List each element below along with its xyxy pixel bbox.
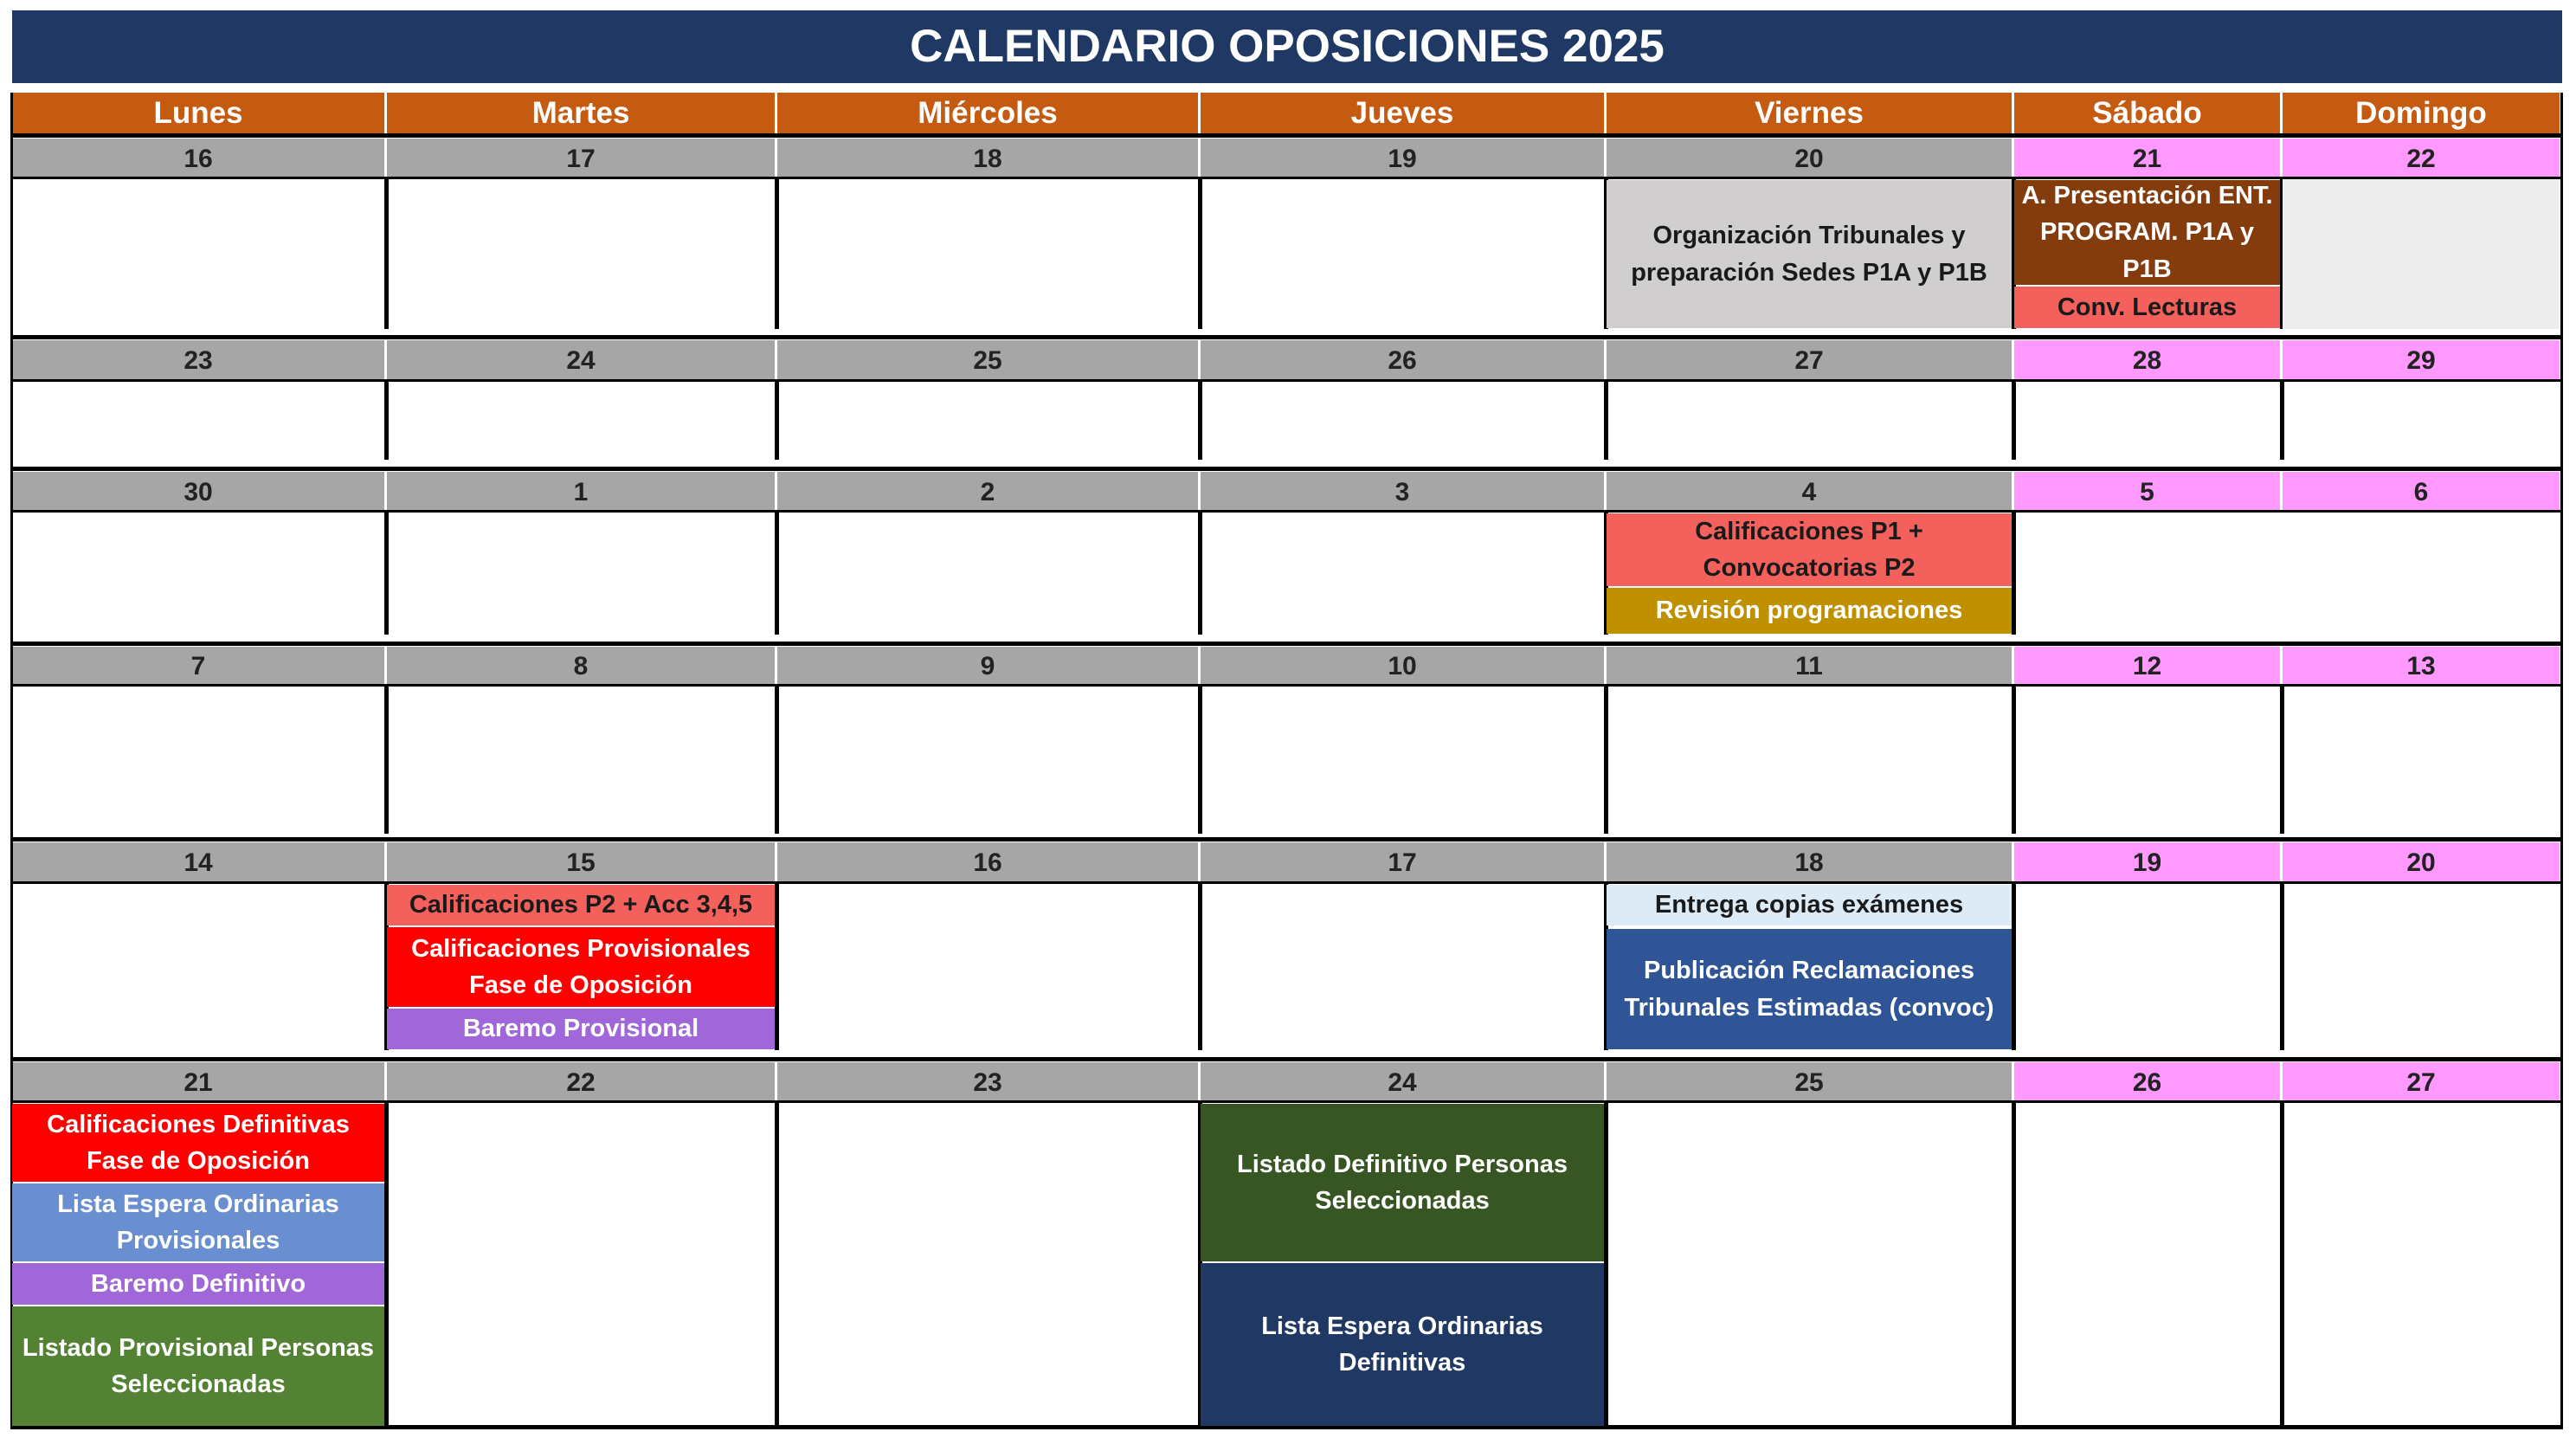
date-cell: 3 <box>1201 472 1604 513</box>
event-0: Organización Tribunales y preparación Sedes P1A y P1B <box>1607 180 2012 328</box>
date-cell: 11 <box>1607 647 2012 687</box>
day-name-6: Domingo <box>2283 93 2560 134</box>
empty-day-shade <box>2283 179 2560 329</box>
calendar-title: CALENDARIO OPOSICIONES 2025 <box>12 10 2562 83</box>
week-header-bottom <box>12 379 2562 382</box>
event-4: Revisión programaciones <box>1607 588 2012 634</box>
day-divider <box>775 884 779 1050</box>
date-cell: 7 <box>12 647 384 687</box>
event-9: Publicación Reclamaciones Tribunales Estimadas (convoc) <box>1607 929 2012 1049</box>
day-divider <box>384 179 389 329</box>
day-name-5: Sábado <box>2014 93 2280 134</box>
date-cell: 30 <box>12 472 384 513</box>
date-cell: 6 <box>2283 472 2560 513</box>
day-divider <box>1604 1103 1608 1427</box>
day-divider <box>2280 884 2284 1050</box>
calendar-right-border <box>2560 93 2563 1429</box>
week-separator <box>12 642 2562 646</box>
event-12: Baremo Definitivo <box>12 1263 384 1305</box>
date-cell: 16 <box>12 139 384 179</box>
event-7: Baremo Provisional <box>387 1009 775 1049</box>
date-cell: 24 <box>1201 1062 1604 1103</box>
date-cell: 22 <box>2283 139 2560 179</box>
day-name-2: Miércoles <box>777 93 1198 134</box>
day-divider <box>384 1103 389 1427</box>
event-10: Calificaciones Definitivas Fase de Oposición <box>12 1104 384 1182</box>
date-cell: 29 <box>2283 340 2560 382</box>
date-cell: 14 <box>12 842 384 884</box>
event-13: Listado Provisional Personas Seleccionadas <box>12 1306 384 1426</box>
day-divider <box>1198 513 1202 635</box>
day-name-3: Jueves <box>1201 93 1604 134</box>
day-divider <box>775 179 779 329</box>
day-divider <box>384 382 389 460</box>
date-cell: 15 <box>387 842 775 884</box>
date-cell: 18 <box>777 139 1198 179</box>
date-cell: 23 <box>777 1062 1198 1103</box>
day-divider <box>2280 382 2284 460</box>
date-cell: 5 <box>2014 472 2280 513</box>
week-header-bottom <box>12 684 2562 687</box>
event-8: Entrega copias exámenes <box>1607 885 2012 925</box>
day-divider <box>2012 1103 2016 1427</box>
date-cell: 12 <box>2014 647 2280 687</box>
date-cell: 10 <box>1201 647 1604 687</box>
week-separator <box>12 1057 2562 1061</box>
event-14: Listado Definitivo Personas Seleccionadas <box>1201 1104 1604 1261</box>
date-cell: 21 <box>2014 139 2280 179</box>
day-divider <box>1198 382 1202 460</box>
date-cell: 9 <box>777 647 1198 687</box>
date-cell: 22 <box>387 1062 775 1103</box>
date-cell: 25 <box>1607 1062 2012 1103</box>
day-divider <box>384 513 389 635</box>
day-name-4: Viernes <box>1607 93 2012 134</box>
day-divider <box>775 687 779 834</box>
date-cell: 21 <box>12 1062 384 1103</box>
date-cell: 28 <box>2014 340 2280 382</box>
event-1: A. Presentación ENT. PROGRAM. P1A y P1B <box>2014 180 2280 285</box>
date-cell: 20 <box>2283 842 2560 884</box>
date-cell: 19 <box>2014 842 2280 884</box>
day-divider <box>1604 687 1608 834</box>
week-separator <box>12 467 2562 471</box>
date-cell: 27 <box>1607 340 2012 382</box>
date-cell: 4 <box>1607 472 2012 513</box>
day-divider <box>775 382 779 460</box>
event-2: Conv. Lecturas <box>2014 287 2280 328</box>
event-11: Lista Espera Ordinarias Provisionales <box>12 1183 384 1261</box>
week-separator <box>12 335 2562 339</box>
day-name-0: Lunes <box>12 93 384 134</box>
date-cell: 8 <box>387 647 775 687</box>
date-cell: 25 <box>777 340 1198 382</box>
week-header-bottom <box>12 1100 2562 1103</box>
date-cell: 13 <box>2283 647 2560 687</box>
day-divider <box>775 513 779 635</box>
date-cell: 1 <box>387 472 775 513</box>
date-cell: 27 <box>2283 1062 2560 1103</box>
day-divider <box>1604 382 1608 460</box>
day-divider <box>2280 1103 2284 1427</box>
week-header-bottom <box>12 881 2562 884</box>
day-divider <box>2012 513 2016 635</box>
date-cell: 16 <box>777 842 1198 884</box>
week-separator <box>12 133 2562 138</box>
date-cell: 26 <box>2014 1062 2280 1103</box>
day-divider <box>2280 687 2284 834</box>
date-cell: 19 <box>1201 139 1604 179</box>
date-cell: 24 <box>387 340 775 382</box>
day-divider <box>2012 382 2016 460</box>
date-cell: 20 <box>1607 139 2012 179</box>
date-cell: 17 <box>1201 842 1604 884</box>
day-divider <box>384 687 389 834</box>
day-divider <box>2012 687 2016 834</box>
event-5: Calificaciones P2 + Acc 3,4,5 <box>387 885 775 925</box>
day-divider <box>775 1103 779 1427</box>
event-15: Lista Espera Ordinarias Definitivas <box>1201 1263 1604 1426</box>
week-separator <box>12 837 2562 842</box>
date-cell: 17 <box>387 139 775 179</box>
event-6: Calificaciones Provisionales Fase de Oposición <box>387 927 775 1007</box>
date-cell: 23 <box>12 340 384 382</box>
day-divider <box>1198 687 1202 834</box>
date-cell: 26 <box>1201 340 1604 382</box>
date-cell: 2 <box>777 472 1198 513</box>
event-3: Calificaciones P1 + Convocatorias P2 <box>1607 513 2012 586</box>
day-name-1: Martes <box>387 93 775 134</box>
day-divider <box>1198 179 1202 329</box>
week-header-bottom <box>12 510 2562 513</box>
date-cell: 18 <box>1607 842 2012 884</box>
day-divider <box>1198 884 1202 1050</box>
day-divider <box>2012 884 2016 1050</box>
